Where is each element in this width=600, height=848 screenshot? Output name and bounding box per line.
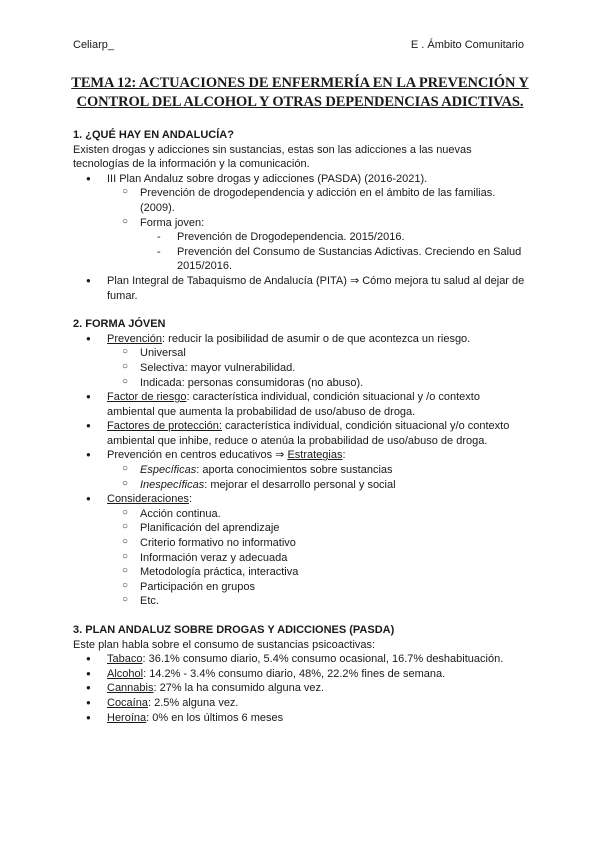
sub-sublist-item: - Prevención de Drogodependencia. 2015/2016. [177, 230, 530, 245]
list-item [107, 172, 530, 274]
title-line-2: CONTROL DEL ALCOHOL Y OTRAS DEPENDENCIAS ADICTIVAS. [76, 94, 524, 110]
sublist-item: ○ Participación en grupos [140, 580, 530, 595]
page-header [73, 38, 524, 53]
prevencion-label: Prevención [107, 332, 163, 345]
consideraciones-label: Consideraciones [107, 493, 189, 506]
document-body [73, 128, 530, 725]
section-3-list [73, 652, 530, 725]
sublist [107, 186, 530, 274]
list-item: ● Plan Integral de Tabaquismo de Andalucía (PITA) ⇒ Cómo mejora tu salud al dejar de fumar. [107, 274, 530, 303]
list-item [107, 681, 530, 696]
sublist-item [140, 216, 530, 274]
list-item [107, 711, 530, 726]
title-line-1: TEMA 12: ACTUACIONES DE ENFERMERÍA EN LA PREVENCIÓN Y [71, 75, 529, 91]
sub-sublist [140, 230, 530, 274]
sublist-item: ○ Selectiva: mayor vulnerabilidad. [140, 361, 530, 376]
sublist-item: ○ Indicada: personas consumidoras (no abuso). [140, 376, 530, 391]
sublist-item: ○ Información veraz y adecuada [140, 551, 530, 566]
prevencion-text: : reducir la posibilidad de asumir o de que acontezca un riesgo. [162, 332, 471, 345]
section-3-intro: Este plan habla sobre el consumo de sustancias psicoactivas: [73, 638, 376, 651]
sublist-item: ○ Acción continua. [140, 507, 530, 522]
substance-label: Alcohol [107, 667, 144, 680]
sub-sublist-item: - Prevención del Consumo de Sustancias Adictivas. Creciendo en Salud 2015/2016. [177, 245, 530, 274]
estrategias-colon: : [342, 449, 346, 462]
section-1-heading: 1. ¿QUÉ HAY EN ANDALUCÍA? [73, 129, 234, 141]
header-author: Celiarp_ [73, 39, 114, 51]
list-item [107, 390, 530, 419]
especificas-text: : aporta conocimientos sobre sustancias [196, 464, 393, 477]
sublist [107, 463, 530, 492]
inespecificas-label: Inespecíficas [140, 478, 205, 491]
inespecificas-text: : mejorar el desarrollo personal y social [204, 478, 396, 491]
section-1-list [73, 172, 530, 303]
list-item [107, 332, 530, 390]
prevencion-centros-text: Prevención en centros educativos ⇒ [107, 449, 288, 462]
factores-proteccion-text: característica individual, condición situacional y/o contexto ambiental que inhibe, reduce o atenúa la probabilidad de uso/abuso de droga. [107, 420, 510, 447]
substance-text: : 27% la ha consumido alguna vez. [153, 682, 325, 695]
consideraciones-colon: : [188, 493, 192, 506]
list-item [107, 696, 530, 711]
estrategias-label: Estrategias [287, 449, 343, 462]
sublist-item: ○ Planificación del aprendizaje [140, 521, 530, 536]
substance-text: : 0% en los últimos 6 meses [146, 711, 284, 724]
substance-text: : 2.5% alguna vez. [147, 696, 239, 709]
substance-text: : 14.2% - 3.4% consumo diario, 48%, 22.2% fines de semana. [143, 667, 446, 680]
document-title [60, 74, 540, 112]
section-2-list [73, 332, 530, 609]
sublist-item: ○ Universal [140, 346, 530, 361]
sublist-item: ○ Metodología práctica, interactiva [140, 565, 530, 580]
header-subject: E . Ámbito Comunitario [410, 39, 524, 51]
substance-label: Cannabis [107, 682, 154, 695]
factor-riesgo-text: : característica individual, condición situacional y /o contexto ambiental que aumenta la probabilidad de uso/abuso de droga. [107, 391, 480, 418]
sublist-item: ○ Criterio formativo no informativo [140, 536, 530, 551]
substance-label: Heroína [107, 711, 147, 724]
forma-joven-label: Forma joven: [140, 216, 205, 229]
list-item [107, 492, 530, 609]
sublist-item [140, 463, 530, 478]
list-item [107, 419, 530, 448]
section-1-intro: Existen drogas y adicciones sin sustancias, estas son las adicciones a las nuevas tecnologías de la información y la comunicación. [73, 143, 472, 171]
sublist-item: ○ Etc. [140, 594, 530, 609]
list-item [107, 652, 530, 667]
section-2-heading: 2. FORMA JÓVEN [73, 318, 166, 331]
especificas-label: Específicas [140, 464, 197, 477]
sublist [107, 507, 530, 609]
list-item [107, 667, 530, 682]
substance-label: Cocaína [107, 696, 148, 709]
sublist-item: ○ Prevención de drogodependencia y adicción en el ámbito de las familias. (2009). [140, 186, 530, 215]
factores-proteccion-label: Factores de protección: [107, 420, 222, 433]
pasda-item: III Plan Andaluz sobre drogas y adicciones (PASDA) (2016-2021). [107, 172, 428, 185]
sublist-item [140, 478, 530, 493]
substance-text: : 36.1% consumo diario, 5.4% consumo ocasional, 16.7% deshabituación. [142, 653, 504, 666]
section-3-heading: 3. PLAN ANDALUZ SOBRE DROGAS Y ADICCIONES (PASDA) [73, 624, 395, 636]
substance-label: Tabaco [107, 653, 143, 666]
sublist [107, 346, 530, 390]
factor-riesgo-label: Factor de riesgo [107, 391, 187, 404]
list-item [107, 448, 530, 492]
